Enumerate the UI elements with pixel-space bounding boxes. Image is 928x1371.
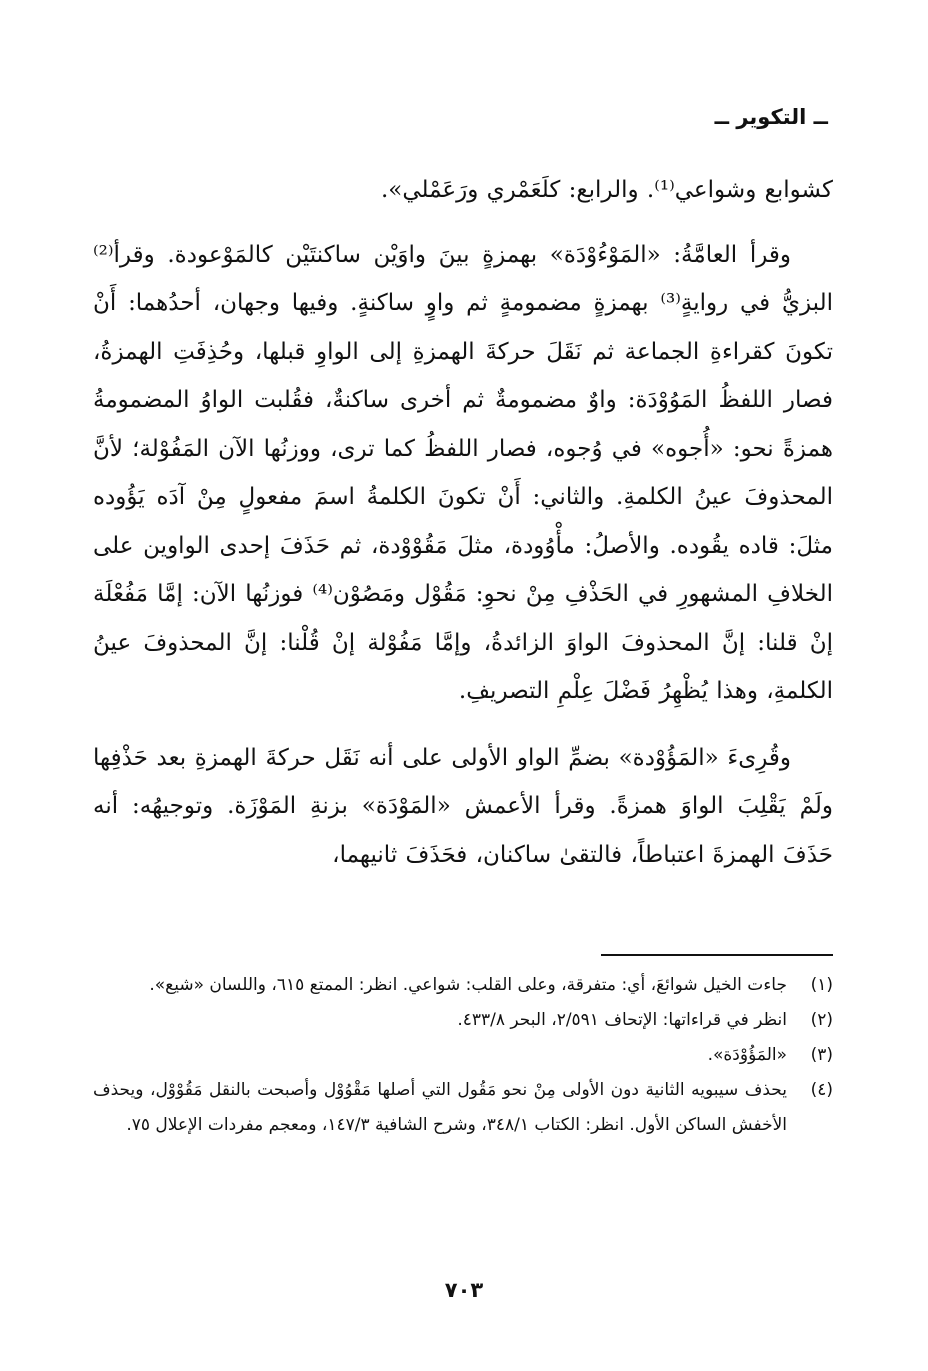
footnote-number: (١) bbox=[810, 975, 833, 995]
footnote-number: (٤) bbox=[810, 1080, 833, 1100]
paragraph-1: كشوابع وشواعي⁽¹⁾. والرابع: كلَعَمْري ورَعَمْلي». bbox=[380, 177, 833, 203]
footnote-text: انظر في قراءاتها: الإتحاف ٢/٥٩١، البحر ٤٣٣/٨. bbox=[457, 1010, 787, 1030]
main-text bbox=[93, 166, 833, 879]
footnote-4 bbox=[93, 1073, 833, 1143]
footnote-1 bbox=[93, 968, 833, 1003]
paragraph-2: وقرأ العامَّةُ: «المَوْءُوْدَة» بهمزةٍ بينَ واوَيْن ساكنتَيْن كالمَوْعودة. وقرأ⁽²⁾ البزيُّ في روايةٍ⁽³⁾ بهمزةٍ مضمومةٍ ثم واوٍ ساكنةٍ. وفيها وجهان، أحدُهما: أَنْ تكونَ كقراءةِ الجماعة ثم نَقَلَ حركةَ الهمزةِ إلى الواوِ قبلها، وحُذِفَتِ الهمزةُ، فصار اللفظُ المَوُوْدَة: واوٌ مضمومةٌ ثم أخرى ساكنةٌ، فقُلبت الواوُ المضمومةُ همزةً نحو: «أُجوه» في وُجوه، فصار اللفظُ كما ترى، ووزنُها الآن المَفُوْلة؛ لأنَّ المحذوفَ عينُ الكلمةِ. والثاني: أَنْ تكونَ الكلمةُ اسمَ مفعولٍ مِنْ آدَه يَؤُوده مثلَ: قاده يقُوده. والأصلُ: مأْوُودة، مثلَ مَقُوْوْدة، ثم حَذَفَ إحدى الواوين على الخلافِ المشهورِ في الحَذْفِ مِنْ نحوِ: مَقُوْل ومَصُوْن⁽⁴⁾ فوزنُها الآن: إمَّا مَفُعْلَة إنْ قلنا: إنَّ المحذوفَ الواوَ الزائدةُ، وإمَّا مَفُوْلة إنْ قُلْنا: إنَّ المحذوفَ عينُ الكلمةِ، وهذا يُظْهِرُ فَضْلَ عِلْمِ التصريفِ. bbox=[93, 241, 833, 704]
footnote-text: جاءت الخيل شوائعَ، أي: متفرقة، وعلى القلب: شواعي. انظر: الممتع ٦١٥، واللسان «شيع». bbox=[149, 975, 787, 995]
footnote-number: (٣) bbox=[810, 1045, 833, 1065]
footnote-text: «المَؤُوْدَة». bbox=[707, 1045, 787, 1065]
paragraph-3: وقُرِىءَ «المَؤُوْدة» بضمِّ الواو الأولى على أنه نَقَل حركةَ الهمزةِ بعد حَذْفِها ولَمْ يَقْلِبَ الواوَ همزةً. وقرأ الأعمش «المَوْدَة» بزنةِ المَوْزَة. وتوجيهُه: أنه حَذَفَ الهمزةَ اعتباطاً، فالتقىٰ ساكنان، فحَذَفَ ثانيهما، bbox=[93, 744, 833, 868]
footnote-3 bbox=[93, 1038, 833, 1073]
footnote-separator bbox=[601, 954, 833, 956]
running-head: ــ التكوير ــ bbox=[714, 105, 828, 129]
footnote-number: (٢) bbox=[810, 1010, 833, 1030]
footnote-text: يحذف سيبويه الثانية دون الأولى مِنْ نحو مَقُول التي أصلها مَقْوُوْل وأصبحت بالنقل مَقُوْوْل، ويحذف الأخفش الساكن الأول. انظر: الكتاب ٣٤٨/١، وشرح الشافية ١٤٧/٣، ومعجم مفردات الإعلال ٧٥. bbox=[93, 1080, 787, 1135]
footnote-2 bbox=[93, 1003, 833, 1038]
footnotes-list bbox=[93, 968, 833, 1143]
page-number: ٧٠٣ bbox=[444, 1278, 484, 1302]
